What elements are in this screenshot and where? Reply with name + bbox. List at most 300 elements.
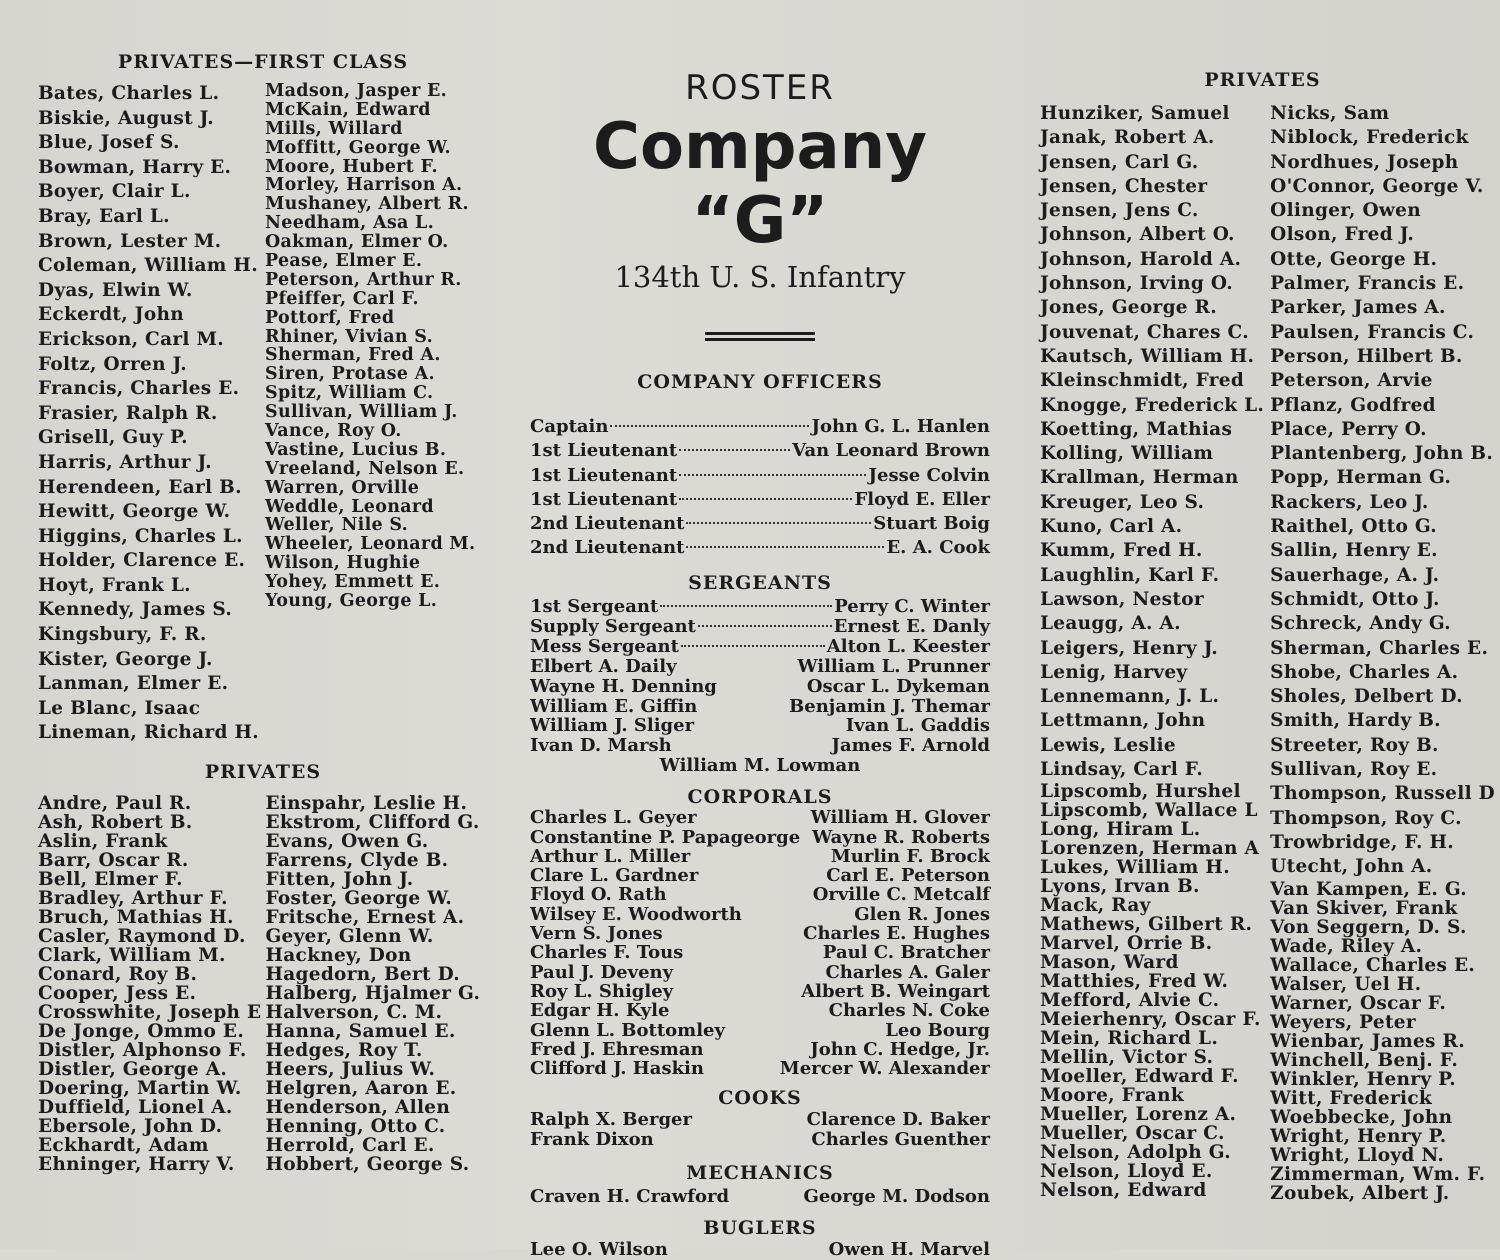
- roster-name: Von Seggern, D. S.: [1270, 916, 1467, 938]
- roster-name: Jensen, Carl G.: [1040, 151, 1199, 173]
- roster-name: Lindsay, Carl F.: [1040, 759, 1204, 781]
- roster-name: Lawson, Nestor: [1040, 588, 1204, 610]
- rank-label: Captain: [530, 416, 609, 437]
- roster-name: Raithel, Otto G.: [1270, 516, 1438, 538]
- roster-name: Lukes, William H.: [1040, 857, 1230, 879]
- roster-name: Meierhenry, Oscar F.: [1040, 1009, 1261, 1031]
- double-rule-divider: [705, 332, 815, 341]
- roster-name: Herrold, Carl E.: [265, 1135, 435, 1157]
- roster-name: Lyons, Irvan B.: [1040, 876, 1200, 898]
- roster-name: Paulsen, Francis C.: [1270, 321, 1475, 343]
- roster-name: Herendeen, Earl B.: [38, 476, 242, 498]
- roster-name: Paul J. Deveny: [530, 961, 674, 983]
- roster-name: Niblock, Frederick: [1270, 127, 1469, 149]
- roster-name: Warren, Orville: [265, 477, 420, 498]
- roster-name: Brown, Lester M.: [38, 230, 222, 252]
- roster-name: Conard, Roy B.: [38, 964, 198, 986]
- roster-name: Kingsbury, F. R.: [38, 624, 207, 646]
- roster-name: Lee O. Wilson: [530, 1239, 668, 1260]
- roster-name: Smith, Hardy B.: [1270, 710, 1441, 732]
- roster-name: Koetting, Mathias: [1040, 418, 1233, 440]
- roster-name: Matthies, Fred W.: [1040, 971, 1229, 993]
- rank-row: [530, 637, 990, 657]
- roster-name: Weddle, Leonard: [265, 496, 434, 517]
- roster-name: Thompson, Russell D: [1270, 783, 1495, 805]
- roster-name: Holder, Clarence E.: [38, 550, 246, 572]
- roster-name: Krallman, Herman: [1040, 467, 1239, 489]
- pfc-column-1: [38, 82, 261, 746]
- roster-name: Foltz, Orren J.: [38, 353, 187, 375]
- roster-name: Wade, Riley A.: [1270, 935, 1423, 957]
- officer-name: E. A. Cook: [886, 537, 990, 559]
- roster-name: Erickson, Carl M.: [38, 328, 224, 350]
- roster-name: Carl E. Peterson: [826, 865, 990, 887]
- roster-name: Vance, Roy O.: [265, 421, 402, 442]
- name-pair-row: [530, 657, 990, 677]
- name-pair-row: [530, 808, 990, 827]
- roster-name: Eckhardt, Adam: [38, 1135, 209, 1157]
- regiment-subtitle: 134th U. S. Infantry: [614, 260, 906, 294]
- roster-name: Thompson, Roy C.: [1270, 807, 1462, 829]
- roster-name: Clark, William M.: [38, 945, 226, 967]
- privates-right-column-1: [1040, 102, 1264, 1203]
- roster-name: Siren, Protase A.: [265, 364, 435, 385]
- roster-name: Zoubek, Albert J.: [1270, 1182, 1450, 1204]
- roster-name: Hedges, Roy T.: [265, 1040, 423, 1062]
- roster-name: Oakman, Elmer O.: [265, 232, 449, 253]
- roster-name: Casler, Raymond D.: [38, 926, 246, 948]
- officer-name: Stuart Boig: [873, 513, 990, 535]
- privates-right-column-2-lower: [1270, 880, 1495, 1203]
- roster-name: Clifford J. Haskin: [530, 1058, 704, 1080]
- roster-name: Nelson, Edward: [1040, 1180, 1207, 1202]
- rank-label: 1st Lieutenant: [530, 464, 678, 486]
- roster-name: Bell, Elmer F.: [38, 869, 183, 891]
- privates-right-column-2: [1264, 102, 1495, 1203]
- roster-name: Coleman, William H.: [38, 255, 258, 277]
- roster-name: Helgren, Aaron E.: [265, 1078, 457, 1100]
- sergeant-ranks-list: [530, 597, 990, 657]
- roster-name: Kreuger, Leo S.: [1040, 491, 1205, 513]
- roster-name: Kautsch, William H.: [1040, 345, 1255, 367]
- roster-name: Witt, Frederick: [1270, 1087, 1433, 1109]
- roster-name: Janak, Robert A.: [1040, 127, 1215, 149]
- roster-name: Nordhues, Joseph: [1270, 151, 1459, 173]
- roster-name: Halberg, Hjalmer G.: [265, 983, 481, 1005]
- roster-name: Frank Dixon: [530, 1128, 654, 1150]
- roster-name: Arthur L. Miller: [530, 845, 691, 867]
- dot-leader: [610, 425, 809, 427]
- roster-name: Mueller, Oscar C.: [1040, 1123, 1225, 1145]
- roster-name: Jensen, Jens C.: [1040, 200, 1199, 222]
- roster-name: Ekstrom, Clifford G.: [265, 812, 480, 834]
- mechanics-heading: MECHANICS: [686, 1161, 834, 1184]
- officer-name: Alton L. Keester: [826, 635, 990, 657]
- roster-name: Nicks, Sam: [1270, 103, 1390, 124]
- name-pair-row: [530, 1021, 990, 1040]
- roster-name: Mercer W. Alexander: [779, 1058, 990, 1080]
- dot-leader: [679, 474, 866, 476]
- roster-name: Shobe, Charles A.: [1270, 661, 1459, 683]
- privates-right-column-1-upper: [1040, 102, 1264, 782]
- roster-name: Plantenberg, John B.: [1270, 443, 1494, 465]
- roster-name: Jones, George R.: [1040, 297, 1218, 319]
- roster-name: Roy L. Shigley: [530, 980, 674, 1002]
- roster-name: Weyers, Peter: [1270, 1011, 1416, 1033]
- privates-list-right: [1040, 102, 1495, 1204]
- pfc-column-2: [261, 82, 488, 746]
- roster-name: Weller, Nile S.: [265, 515, 409, 536]
- roster-name: Wilsey E. Woodworth: [530, 903, 742, 925]
- roster-label: ROSTER: [685, 68, 835, 108]
- roster-name: Johnson, Albert O.: [1040, 224, 1235, 246]
- sergeant-single: William M. Lowman: [659, 755, 861, 777]
- roster-name: Ralph X. Berger: [530, 1109, 692, 1131]
- roster-name: Harris, Arthur J.: [38, 451, 212, 473]
- name-pair-row: [530, 697, 990, 717]
- roster-name: Lennemann, J. L.: [1040, 686, 1220, 708]
- name-pair-row: [530, 1240, 990, 1259]
- mechanics-list: [530, 1187, 990, 1206]
- roster-name: Schreck, Andy G.: [1270, 613, 1452, 635]
- roster-name: William J. Sliger: [530, 715, 695, 737]
- roster-name: Mack, Ray: [1040, 895, 1151, 917]
- roster-name: Frasier, Ralph R.: [38, 402, 218, 424]
- roster-name: Sauerhage, A. J.: [1270, 564, 1440, 586]
- roster-name: Orville C. Metcalf: [812, 884, 990, 906]
- roster-name: Charles N. Coke: [828, 1000, 990, 1022]
- officer-name: Floyd E. Eller: [854, 488, 990, 510]
- name-pair-row: [530, 885, 990, 904]
- roster-name: Sullivan, William J.: [265, 402, 458, 423]
- roster-name: Ivan L. Gaddis: [845, 715, 990, 737]
- roster-name: Parker, James A.: [1270, 297, 1446, 319]
- roster-name: Elbert A. Daily: [530, 655, 677, 677]
- roster-name: Constantine P. Papageorge: [530, 826, 801, 848]
- name-pair-row: [530, 716, 990, 736]
- company-title: Company “G”: [593, 110, 927, 258]
- roster-name: John C. Hedge, Jr.: [810, 1038, 990, 1060]
- roster-name: Charles A. Galer: [825, 961, 990, 983]
- roster-name: Ivan D. Marsh: [530, 735, 672, 757]
- roster-name: Vreeland, Nelson E.: [265, 458, 465, 479]
- roster-name: Biskie, August J.: [38, 107, 215, 129]
- roster-name: Kolling, William: [1040, 443, 1214, 465]
- roster-name: Mushaney, Albert R.: [265, 194, 469, 215]
- roster-name: Trowbridge, F. H.: [1270, 831, 1455, 853]
- roster-name: Ehninger, Harry V.: [38, 1154, 235, 1176]
- officers-heading: COMPANY OFFICERS: [637, 371, 883, 393]
- roster-name: Laughlin, Karl F.: [1040, 564, 1220, 586]
- officer-name: Perry C. Winter: [834, 595, 990, 617]
- officer-name: Van Leonard Brown: [792, 440, 990, 462]
- roster-name: Wienbar, James R.: [1270, 1030, 1465, 1052]
- roster-name: Mein, Richard L.: [1040, 1028, 1219, 1050]
- roster-name: Oscar L. Dykeman: [806, 675, 990, 697]
- roster-name: Otte, George H.: [1270, 248, 1438, 270]
- rank-label: Supply Sergeant: [530, 615, 696, 637]
- roster-name: Doering, Martin W.: [38, 1078, 242, 1100]
- dot-leader: [686, 546, 884, 548]
- roster-name: Sholes, Delbert D.: [1270, 686, 1463, 708]
- roster-name: Foster, George W.: [265, 888, 453, 910]
- roster-name: Wright, Henry P.: [1270, 1125, 1447, 1147]
- roster-name: Halverson, C. M.: [265, 1002, 443, 1024]
- roster-name: Craven H. Crawford: [530, 1185, 730, 1207]
- dot-leader: [679, 449, 790, 451]
- roster-name: William L. Prunner: [797, 655, 990, 677]
- sergeants-list: [530, 657, 990, 756]
- buglers-heading: BUGLERS: [703, 1217, 817, 1240]
- privates-heading-right: PRIVATES: [1204, 69, 1321, 91]
- pfc-list: [38, 82, 488, 746]
- roster-name: Wright, Lloyd N.: [1270, 1144, 1445, 1166]
- roster-name: Wheeler, Leonard M.: [265, 534, 476, 555]
- roster-name: Peterson, Arthur R.: [265, 269, 462, 290]
- roster-name: Sherman, Charles E.: [1270, 637, 1489, 659]
- roster-name: Fritsche, Ernest A.: [265, 907, 465, 929]
- roster-name: Hobbert, George S.: [265, 1154, 470, 1176]
- dot-leader: [686, 522, 871, 524]
- roster-name: Mills, Willard: [265, 118, 403, 139]
- roster-name: Einspahr, Leslie H.: [265, 793, 468, 815]
- roster-name: Pflanz, Godfred: [1270, 394, 1436, 416]
- roster-name: McKain, Edward: [265, 99, 431, 120]
- rank-label: Mess Sergeant: [530, 635, 679, 657]
- rank-label: 1st Lieutenant: [530, 488, 678, 510]
- roster-name: Lipscomb, Wallace L: [1040, 800, 1258, 822]
- roster-name: Lenig, Harvey: [1040, 661, 1188, 683]
- roster-name: De Jonge, Ommo E.: [38, 1021, 245, 1043]
- roster-name: Pease, Elmer E.: [265, 251, 423, 272]
- roster-name: Crosswhite, Joseph E: [38, 1002, 262, 1024]
- center-column: [530, 0, 990, 1260]
- roster-name: Popp, Herman G.: [1270, 467, 1452, 489]
- roster-name: Leaugg, A. A.: [1040, 613, 1181, 635]
- roster-name: Streeter, Roy B.: [1270, 734, 1439, 756]
- roster-name: Eckerdt, John: [38, 304, 184, 326]
- roster-name: Olinger, Owen: [1270, 200, 1421, 222]
- name-pair-row: [530, 982, 990, 1001]
- rank-row: [530, 597, 990, 617]
- left-column: [38, 0, 488, 1174]
- roster-name: Distler, Alphonso F.: [38, 1040, 247, 1062]
- rank-label: 1st Lieutenant: [530, 440, 678, 462]
- roster-name: Albert B. Weingart: [801, 980, 990, 1002]
- roster-name: Johnson, Irving O.: [1040, 273, 1233, 295]
- name-pair-row: [530, 866, 990, 885]
- roster-name: Kuno, Carl A.: [1040, 516, 1183, 538]
- roster-name: Hanna, Samuel E.: [265, 1021, 456, 1043]
- name-pair-row: [530, 924, 990, 943]
- dot-leader: [660, 605, 832, 607]
- roster-name: Henning, Otto C.: [265, 1116, 446, 1138]
- roster-name: Moore, Hubert F.: [265, 156, 438, 177]
- dot-leader: [681, 645, 825, 647]
- pfc-heading: PRIVATES—FIRST CLASS: [117, 51, 409, 73]
- name-pair-row: [530, 847, 990, 866]
- officer-name: John G. L. Hanlen: [811, 416, 990, 437]
- roster-name: Hoyt, Frank L.: [38, 574, 191, 596]
- name-pair-row: [530, 1187, 990, 1206]
- roster-name: Clare L. Gardner: [530, 865, 699, 887]
- roster-name: Bowman, Harry E.: [38, 156, 232, 178]
- roster-name: Yohey, Emmett E.: [265, 572, 441, 593]
- name-pair-row: [530, 1001, 990, 1020]
- roster-name: Cooper, Jess E.: [38, 983, 197, 1005]
- roster-name: Walser, Uel H.: [1270, 973, 1422, 995]
- roster-name: Moffitt, George W.: [265, 137, 451, 158]
- roster-name: O'Connor, George V.: [1270, 175, 1484, 197]
- roster-name: Kleinschmidt, Fred: [1040, 370, 1245, 392]
- roster-name: Mathews, Gilbert R.: [1040, 914, 1253, 936]
- rank-row: [530, 536, 990, 560]
- roster-name: Blue, Josef S.: [38, 132, 180, 154]
- privates-heading-left: PRIVATES: [204, 761, 322, 784]
- roster-name: Fred J. Ehresman: [530, 1038, 704, 1060]
- roster-name: Pottorf, Fred: [265, 307, 395, 328]
- roster-name: Geyer, Glenn W.: [265, 926, 434, 948]
- roster-name: Charles L. Geyer: [530, 807, 697, 829]
- cooks-list: [530, 1110, 990, 1149]
- roster-name: Bradley, Arthur F.: [38, 888, 228, 910]
- name-pair-row: [530, 736, 990, 756]
- roster-name: Rhiner, Vivian S.: [265, 326, 434, 347]
- roster-name: Woebbecke, John: [1270, 1106, 1453, 1128]
- roster-name: William H. Glover: [810, 807, 990, 829]
- roster-name: Hewitt, George W.: [38, 501, 231, 523]
- roster-name: Hagedorn, Bert D.: [265, 964, 461, 986]
- privates-left-column-2: [261, 794, 488, 1174]
- roster-name: Sallin, Henry E.: [1270, 540, 1438, 562]
- roster-name: Kennedy, James S.: [38, 599, 233, 621]
- roster-name: Le Blanc, Isaac: [38, 697, 201, 719]
- roster-name: Dyas, Elwin W.: [38, 279, 193, 301]
- roster-name: Van Kampen, E. G.: [1270, 878, 1468, 900]
- roster-name: Knogge, Frederick L.: [1040, 394, 1265, 416]
- officers-list: [530, 415, 990, 561]
- right-column: [1040, 0, 1495, 1204]
- name-pair-row: [530, 905, 990, 924]
- roster-name: Bates, Charles L.: [38, 83, 220, 104]
- officer-name: Ernest E. Danly: [833, 615, 990, 637]
- roster-name: Hunziker, Samuel: [1040, 103, 1230, 124]
- roster-name: Bruch, Mathias H.: [38, 907, 234, 929]
- roster-name: Leigers, Henry J.: [1040, 637, 1219, 659]
- corporals-heading: CORPORALS: [687, 786, 833, 809]
- name-pair-row: [530, 677, 990, 697]
- privates-right-column-2-upper: [1270, 102, 1495, 880]
- dot-leader: [698, 625, 832, 627]
- roster-name: Evans, Owen G.: [265, 831, 429, 853]
- roster-name: Duffield, Lionel A.: [38, 1097, 233, 1119]
- roster-name: Schmidt, Otto J.: [1270, 588, 1440, 610]
- roster-name: Utecht, John A.: [1270, 856, 1433, 878]
- roster-name: Kumm, Fred H.: [1040, 540, 1203, 562]
- rank-row: [530, 439, 990, 463]
- roster-name: Morley, Harrison A.: [265, 175, 463, 196]
- rank-label: 2nd Lieutenant: [530, 537, 685, 559]
- roster-name: Winchell, Benj. F.: [1270, 1049, 1459, 1071]
- roster-name: Rackers, Leo J.: [1270, 491, 1429, 513]
- roster-name: Clarence D. Baker: [806, 1109, 990, 1131]
- roster-name: Vastine, Lucius B.: [265, 439, 447, 460]
- roster-name: Boyer, Clair L.: [38, 181, 191, 203]
- roster-name: Paul C. Bratcher: [822, 942, 990, 964]
- sergeants-heading: SERGEANTS: [688, 571, 832, 594]
- rank-row: [530, 512, 990, 536]
- rank-row: [530, 617, 990, 637]
- roster-name: Long, Hiram L.: [1040, 819, 1201, 841]
- roster-name: Ash, Robert B.: [38, 812, 193, 834]
- name-pair-row: [530, 963, 990, 982]
- roster-name: Grisell, Guy P.: [38, 427, 188, 449]
- roster-name: Marvel, Orrie B.: [1040, 933, 1213, 955]
- roster-name: Spitz, William C.: [265, 383, 434, 404]
- roster-name: Lettmann, John: [1040, 710, 1206, 732]
- name-pair-row: [530, 828, 990, 847]
- corporals-list: [530, 808, 990, 1078]
- roster-name: Charles F. Tous: [530, 942, 684, 964]
- roster-name: William E. Giffin: [530, 695, 698, 717]
- name-pair-row: [530, 1040, 990, 1059]
- roster-name: Glen R. Jones: [854, 903, 990, 925]
- roster-name: Lewis, Leslie: [1040, 734, 1176, 756]
- roster-name: Lineman, Richard H.: [38, 722, 259, 744]
- roster-name: Higgins, Charles L.: [38, 525, 243, 547]
- roster-name: Needham, Asa L.: [265, 213, 435, 234]
- roster-name: Heers, Julius W.: [265, 1059, 436, 1081]
- roster-name: Distler, George A.: [38, 1059, 228, 1081]
- roster-name: Francis, Charles E.: [38, 378, 240, 400]
- roster-name: Barr, Oscar R.: [38, 850, 189, 872]
- rank-row: [530, 488, 990, 512]
- roster-name: Nelson, Lloyd E.: [1040, 1161, 1213, 1183]
- roster-name: Jensen, Chester: [1040, 175, 1208, 197]
- roster-name: Sherman, Fred A.: [265, 345, 441, 366]
- roster-name: Warner, Oscar F.: [1270, 992, 1447, 1014]
- roster-name: George M. Dodson: [803, 1185, 990, 1207]
- roster-name: Person, Hilbert B.: [1270, 345, 1463, 367]
- roster-name: Wayne H. Denning: [530, 675, 717, 697]
- roster-name: Palmer, Francis E.: [1270, 273, 1465, 295]
- roster-name: Wayne R. Roberts: [811, 826, 990, 848]
- roster-name: Mellin, Victor S.: [1040, 1047, 1214, 1069]
- roster-name: Moore, Frank: [1040, 1085, 1184, 1107]
- roster-name: Farrens, Clyde B.: [265, 850, 449, 872]
- roster-name: Ebersole, John D.: [38, 1116, 223, 1138]
- roster-name: Winkler, Henry P.: [1270, 1068, 1457, 1090]
- roster-name: Aslin, Frank: [38, 831, 168, 853]
- privates-list-left: [38, 794, 488, 1174]
- roster-name: Wallace, Charles E.: [1270, 954, 1476, 976]
- privates-right-column-1-lower: [1040, 782, 1264, 1200]
- name-pair-row: [530, 943, 990, 962]
- roster-name: Murlin F. Brock: [830, 845, 990, 867]
- roster-name: Bray, Earl L.: [38, 205, 170, 227]
- name-pair-row: [530, 1059, 990, 1078]
- dot-leader: [679, 498, 852, 500]
- roster-name: Pfeiffer, Carl F.: [265, 288, 419, 309]
- buglers-list: [530, 1240, 990, 1259]
- roster-name: Henderson, Allen: [265, 1097, 451, 1119]
- roster-name: Olson, Fred J.: [1270, 224, 1415, 246]
- roster-name: Andre, Paul R.: [38, 793, 192, 815]
- roster-name: Floyd O. Rath: [530, 884, 667, 906]
- roster-name: Edgar H. Kyle: [530, 1000, 670, 1022]
- privates-left-column-1: [38, 794, 261, 1174]
- roster-name: Zimmerman, Wm. F.: [1270, 1163, 1486, 1185]
